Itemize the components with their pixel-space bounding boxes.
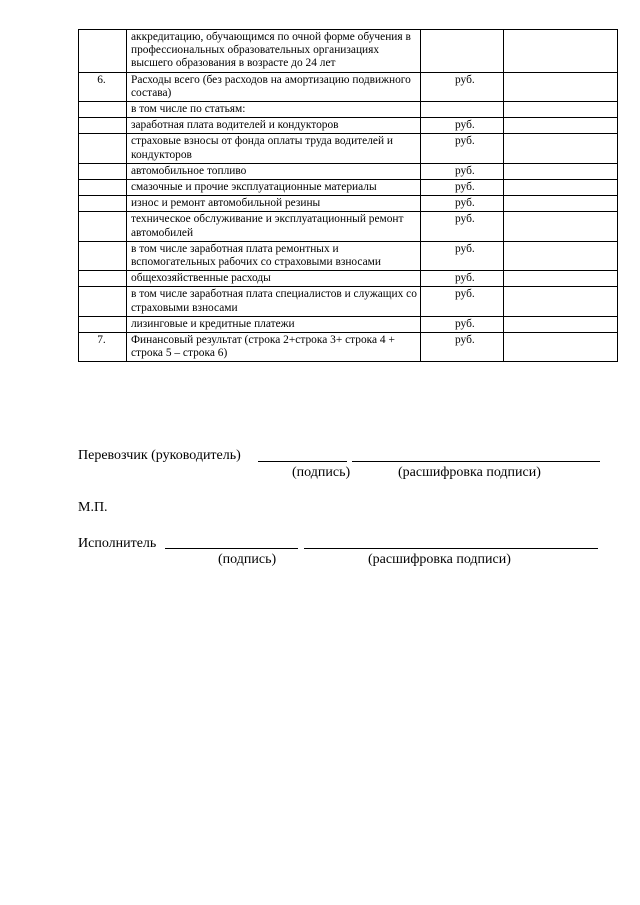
row-description-cell: в том числе заработная плата ремонтных и вспомогательных рабочих со страховыми взносами	[127, 241, 421, 270]
row-number-cell	[79, 118, 127, 134]
row-unit-cell: руб.	[421, 241, 504, 270]
row-unit-cell: руб.	[421, 180, 504, 196]
row-number-cell	[79, 102, 127, 118]
row-unit-cell: руб.	[421, 212, 504, 241]
row-value-cell	[504, 72, 618, 101]
row-value-cell	[504, 287, 618, 316]
table-row	[79, 134, 618, 163]
row-number-cell	[79, 163, 127, 179]
row-value-cell	[504, 196, 618, 212]
row-value-cell	[504, 316, 618, 332]
executor-decoding-caption: (расшифровка подписи)	[368, 552, 511, 567]
row-value-cell	[504, 271, 618, 287]
table-row	[79, 316, 618, 332]
row-value-cell	[504, 212, 618, 241]
row-number-cell	[79, 316, 127, 332]
row-description-cell: износ и ремонт автомобильной резины	[127, 196, 421, 212]
seal-label: М.П.	[78, 500, 108, 515]
row-value-cell	[504, 241, 618, 270]
row-number-cell	[79, 212, 127, 241]
row-number-cell	[79, 134, 127, 163]
table-row	[79, 333, 618, 362]
row-value-cell	[504, 102, 618, 118]
executor-label: Исполнитель	[78, 536, 157, 551]
row-unit-cell: руб.	[421, 72, 504, 101]
row-description-cell: в том числе по статьям:	[127, 102, 421, 118]
row-description-cell: автомобильное топливо	[127, 163, 421, 179]
row-number-cell	[79, 271, 127, 287]
table-row	[79, 271, 618, 287]
table-row	[79, 196, 618, 212]
row-description-cell: аккредитацию, обучающимся по очной форме обучения в профессиональных образовательных организациях высшего образования в возрасте до 24 лет	[127, 30, 421, 73]
row-value-cell	[504, 180, 618, 196]
row-description-cell: в том числе заработная плата специалистов и служащих со страховыми взносами	[127, 287, 421, 316]
table-row	[79, 30, 618, 73]
row-value-cell	[504, 163, 618, 179]
row-unit-cell: руб.	[421, 196, 504, 212]
table-row	[79, 241, 618, 270]
executor-decoding-line	[304, 548, 598, 549]
row-number-cell	[79, 241, 127, 270]
row-description-cell: страховые взносы от фонда оплаты труда водителей и кондукторов	[127, 134, 421, 163]
row-unit-cell: руб.	[421, 134, 504, 163]
table-row	[79, 287, 618, 316]
report-table-body	[79, 30, 618, 362]
table-row	[79, 180, 618, 196]
table-row	[79, 118, 618, 134]
row-unit-cell: руб.	[421, 333, 504, 362]
row-number-cell	[79, 196, 127, 212]
row-description-cell: техническое обслуживание и эксплуатационный ремонт автомобилей	[127, 212, 421, 241]
carrier-signature-line	[258, 461, 347, 462]
carrier-decoding-line	[352, 461, 600, 462]
table-row	[79, 212, 618, 241]
row-number-cell	[79, 287, 127, 316]
row-unit-cell: руб.	[421, 271, 504, 287]
row-number-cell	[79, 180, 127, 196]
row-unit-cell: руб.	[421, 118, 504, 134]
executor-signature-line	[165, 548, 298, 549]
report-table	[78, 29, 618, 362]
row-description-cell: лизинговые и кредитные платежи	[127, 316, 421, 332]
row-description-cell: Расходы всего (без расходов на амортизацию подвижного состава)	[127, 72, 421, 101]
row-unit-cell	[421, 30, 504, 73]
row-unit-cell: руб.	[421, 316, 504, 332]
table-row	[79, 163, 618, 179]
table-row	[79, 102, 618, 118]
row-unit-cell: руб.	[421, 163, 504, 179]
table-row	[79, 72, 618, 101]
row-unit-cell	[421, 102, 504, 118]
row-number-cell: 6.	[79, 72, 127, 101]
carrier-decoding-caption: (расшифровка подписи)	[398, 465, 541, 480]
carrier-signature-caption: (подпись)	[292, 465, 351, 480]
row-number-cell: 7.	[79, 333, 127, 362]
row-value-cell	[504, 118, 618, 134]
row-description-cell: смазочные и прочие эксплуатационные материалы	[127, 180, 421, 196]
executor-signature-caption: (подпись)	[218, 552, 277, 567]
row-unit-cell: руб.	[421, 287, 504, 316]
row-number-cell	[79, 30, 127, 73]
row-description-cell: заработная плата водителей и кондукторов	[127, 118, 421, 134]
carrier-label: Перевозчик (руководитель)	[78, 448, 241, 463]
row-value-cell	[504, 333, 618, 362]
row-description-cell: общехозяйственные расходы	[127, 271, 421, 287]
row-value-cell	[504, 134, 618, 163]
row-description-cell: Финансовый результат (строка 2+строка 3+ строка 4 + строка 5 – строка 6)	[127, 333, 421, 362]
row-value-cell	[504, 30, 618, 73]
